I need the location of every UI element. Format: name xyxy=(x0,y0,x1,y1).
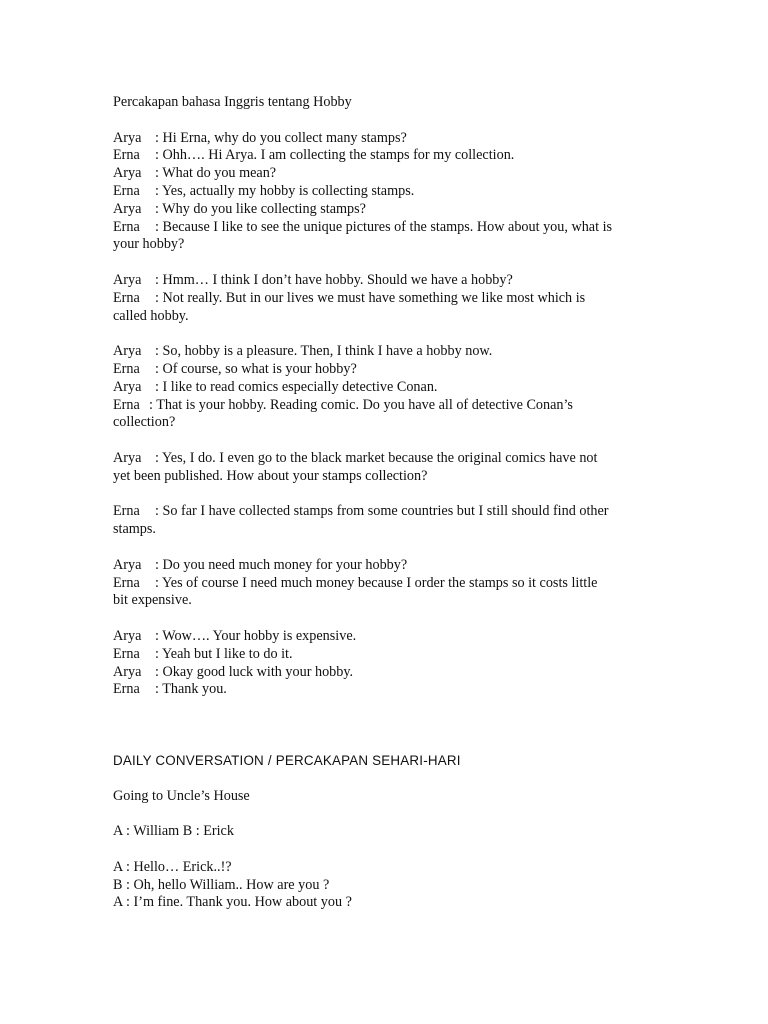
utterance-continuation: stamps. xyxy=(113,521,156,538)
paragraph-gap xyxy=(113,486,658,504)
speaker-name: Erna xyxy=(113,503,140,520)
utterance-continuation: collection? xyxy=(113,414,176,431)
utterance: : Yes of course I need much money because I order the stamps so it costs little xyxy=(155,574,598,591)
section-gap xyxy=(113,699,658,752)
paragraph-gap xyxy=(113,805,658,823)
dialogue-line xyxy=(113,165,658,183)
dialogue-line xyxy=(113,681,658,699)
dialogue-block xyxy=(113,450,658,486)
speaker-name: Arya xyxy=(113,449,142,466)
speaker-name: Erna xyxy=(113,182,140,199)
utterance: : So, hobby is a pleasure. Then, I think I have a hobby now. xyxy=(155,343,493,360)
paragraph-gap xyxy=(113,770,658,788)
dialogue-block xyxy=(113,628,658,699)
dialogue-line xyxy=(113,219,658,237)
paragraph-gap xyxy=(113,610,658,628)
speaker-name: Arya xyxy=(113,165,142,182)
paragraph-gap xyxy=(113,539,658,557)
paragraph-gap xyxy=(113,325,658,343)
speaker-name: Arya xyxy=(113,627,142,644)
utterance: : Not really. But in our lives we must have something we like most which is xyxy=(155,289,586,306)
utterance: : Hmm… I think I don’t have hobby. Should we have a hobby? xyxy=(155,271,513,288)
section-heading: DAILY CONVERSATION / PERCAKAPAN SEHARI-HARI xyxy=(113,753,461,769)
utterance: : Yes, actually my hobby is collecting stamps. xyxy=(155,182,415,199)
cast-line: A : William B : Erick xyxy=(113,823,234,840)
document-content xyxy=(113,94,658,912)
utterance: : Yes, I do. I even go to the black market because the original comics have not xyxy=(155,449,598,466)
dialogue-line xyxy=(113,450,658,468)
utterance-continuation: called hobby. xyxy=(113,307,189,324)
speaker-name: Erna xyxy=(113,645,140,662)
speaker-name: Erna xyxy=(113,147,140,164)
speaker-name: Arya xyxy=(113,663,142,680)
utterance: : Okay good luck with your hobby. xyxy=(155,663,354,680)
utterance: : Do you need much money for your hobby? xyxy=(155,556,408,573)
dialogue-line xyxy=(113,183,658,201)
utterance-continuation: your hobby? xyxy=(113,236,185,253)
utterance: : What do you mean? xyxy=(155,165,277,182)
utterance: : Because I like to see the unique pictures of the stamps. How about you, what is xyxy=(155,218,613,235)
dialogue-line xyxy=(113,575,658,593)
dialogue-line xyxy=(113,272,658,290)
paragraph-gap xyxy=(113,432,658,450)
dialogue-line xyxy=(113,503,658,521)
dialogue-line xyxy=(113,147,658,165)
dialogue-block xyxy=(113,130,658,255)
dialogue-line xyxy=(113,664,658,682)
dialogue-line xyxy=(113,646,658,664)
speaker-name: Erna xyxy=(113,681,140,698)
speaker-name: Arya xyxy=(113,271,142,288)
dialogue-block xyxy=(113,343,658,432)
dialogue-block xyxy=(113,503,658,539)
dialogue-line xyxy=(113,557,658,575)
speaker-name: Erna xyxy=(113,218,140,235)
utterance-continuation: yet been published. How about your stamps collection? xyxy=(113,467,428,484)
speaker-name: Erna xyxy=(113,289,140,306)
utterance: : Why do you like collecting stamps? xyxy=(155,200,366,217)
conversation-line: A : Hello… Erick..!? xyxy=(113,858,232,875)
utterance: : Yeah but I like to do it. xyxy=(155,645,293,662)
utterance: : Hi Erna, why do you collect many stamps? xyxy=(155,129,407,146)
dialogue-line xyxy=(113,379,658,397)
dialogue-line xyxy=(113,130,658,148)
utterance: : Of course, so what is your hobby? xyxy=(155,360,357,377)
dialogue-line xyxy=(113,343,658,361)
speaker-name: Erna xyxy=(113,574,140,591)
utterance: : I like to read comics especially detective Conan. xyxy=(155,378,438,395)
conversation-line: B : Oh, hello William.. How are you ? xyxy=(113,876,330,893)
utterance: : So far I have collected stamps from some countries but I still should find other xyxy=(155,503,609,520)
paragraph-gap xyxy=(113,254,658,272)
speaker-name: Arya xyxy=(113,129,142,146)
dialogue-line xyxy=(113,628,658,646)
utterance: : Thank you. xyxy=(155,681,227,698)
utterance: : Ohh…. Hi Arya. I am collecting the stamps for my collection. xyxy=(155,147,515,164)
dialogue-line xyxy=(113,361,658,379)
dialogue-line xyxy=(113,290,658,308)
speaker-name: Arya xyxy=(113,343,142,360)
utterance-continuation: bit expensive. xyxy=(113,592,192,609)
speaker-name: Arya xyxy=(113,200,142,217)
conversation-line: A : I’m fine. Thank you. How about you ? xyxy=(113,894,352,911)
speaker-name: Arya xyxy=(113,378,142,395)
dialogue-line xyxy=(113,201,658,219)
document-title: Percakapan bahasa Inggris tentang Hobby xyxy=(113,94,352,110)
paragraph-gap xyxy=(113,841,658,859)
dialogue-line xyxy=(113,397,658,415)
dialogue-block xyxy=(113,272,658,325)
speaker-name: Arya xyxy=(113,556,142,573)
utterance: : That is your hobby. Reading comic. Do you have all of detective Conan’s xyxy=(149,396,573,413)
section-subtitle: Going to Uncle’s House xyxy=(113,787,250,804)
utterance: : Wow…. Your hobby is expensive. xyxy=(155,627,357,644)
speaker-name: Erna xyxy=(113,360,140,377)
speaker-name: Erna xyxy=(113,396,140,413)
dialogue-block xyxy=(113,557,658,610)
